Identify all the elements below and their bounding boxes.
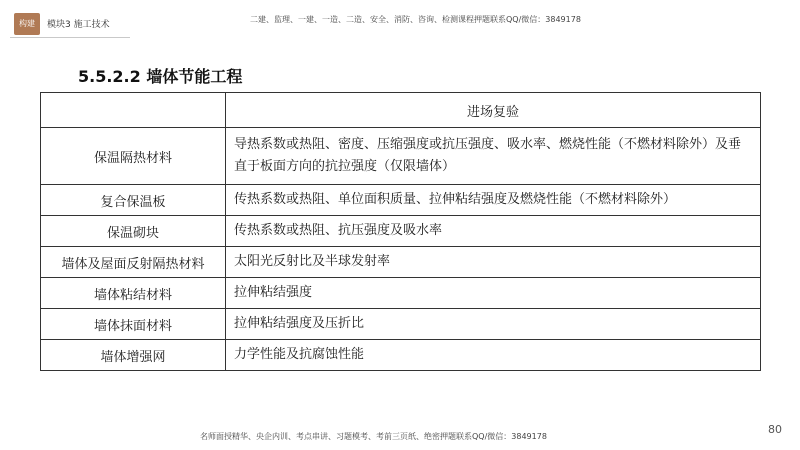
module-title: 模块3 施工技术: [47, 20, 110, 30]
tests-cell: 传热系数或热阻、抗压强度及吸水率: [226, 216, 761, 247]
material-cell: 保温隔热材料: [41, 128, 226, 185]
logo-badge: 构建: [14, 13, 40, 35]
retest-table: [40, 92, 761, 371]
table-row: [41, 309, 761, 340]
table-row: [41, 216, 761, 247]
header-divider: [10, 37, 130, 38]
material-cell: 墙体增强网: [41, 340, 226, 371]
footer-text: 名师面授精华、央企内训、考点串讲、习题模考、考前三页纸、绝密押题联系QQ/微信：3849178: [200, 432, 547, 441]
page-number: 80: [768, 423, 782, 436]
table-header-retest: 进场复验: [226, 93, 761, 128]
section-heading: 5.5.2.2 墙体节能工程: [78, 67, 243, 86]
top-banner-text: 二建、监理、一建、一造、二造、安全、消防、咨询、检测课程押题联系QQ/微信：3849178: [250, 15, 581, 24]
tests-cell: 力学性能及抗腐蚀性能: [226, 340, 761, 371]
material-cell: 墙体抹面材料: [41, 309, 226, 340]
tests-cell: 导热系数或热阻、密度、压缩强度或抗压强度、吸水率、燃烧性能（不燃材料除外）及垂直于板面方向的抗拉强度（仅限墙体）: [226, 128, 761, 185]
table-row: [41, 247, 761, 278]
tests-cell: 拉伸粘结强度及压折比: [226, 309, 761, 340]
tests-cell: 太阳光反射比及半球发射率: [226, 247, 761, 278]
table-row: [41, 185, 761, 216]
table-row: [41, 278, 761, 309]
table-header-row: [41, 93, 761, 128]
material-cell: 墙体粘结材料: [41, 278, 226, 309]
table-row: [41, 340, 761, 371]
tests-cell: 拉伸粘结强度: [226, 278, 761, 309]
table-row: [41, 128, 761, 185]
material-cell: 保温砌块: [41, 216, 226, 247]
material-cell: 墙体及屋面反射隔热材料: [41, 247, 226, 278]
material-cell: 复合保温板: [41, 185, 226, 216]
table-header-material: [41, 93, 226, 128]
tests-cell: 传热系数或热阻、单位面积质量、拉伸粘结强度及燃烧性能（不燃材料除外）: [226, 185, 761, 216]
